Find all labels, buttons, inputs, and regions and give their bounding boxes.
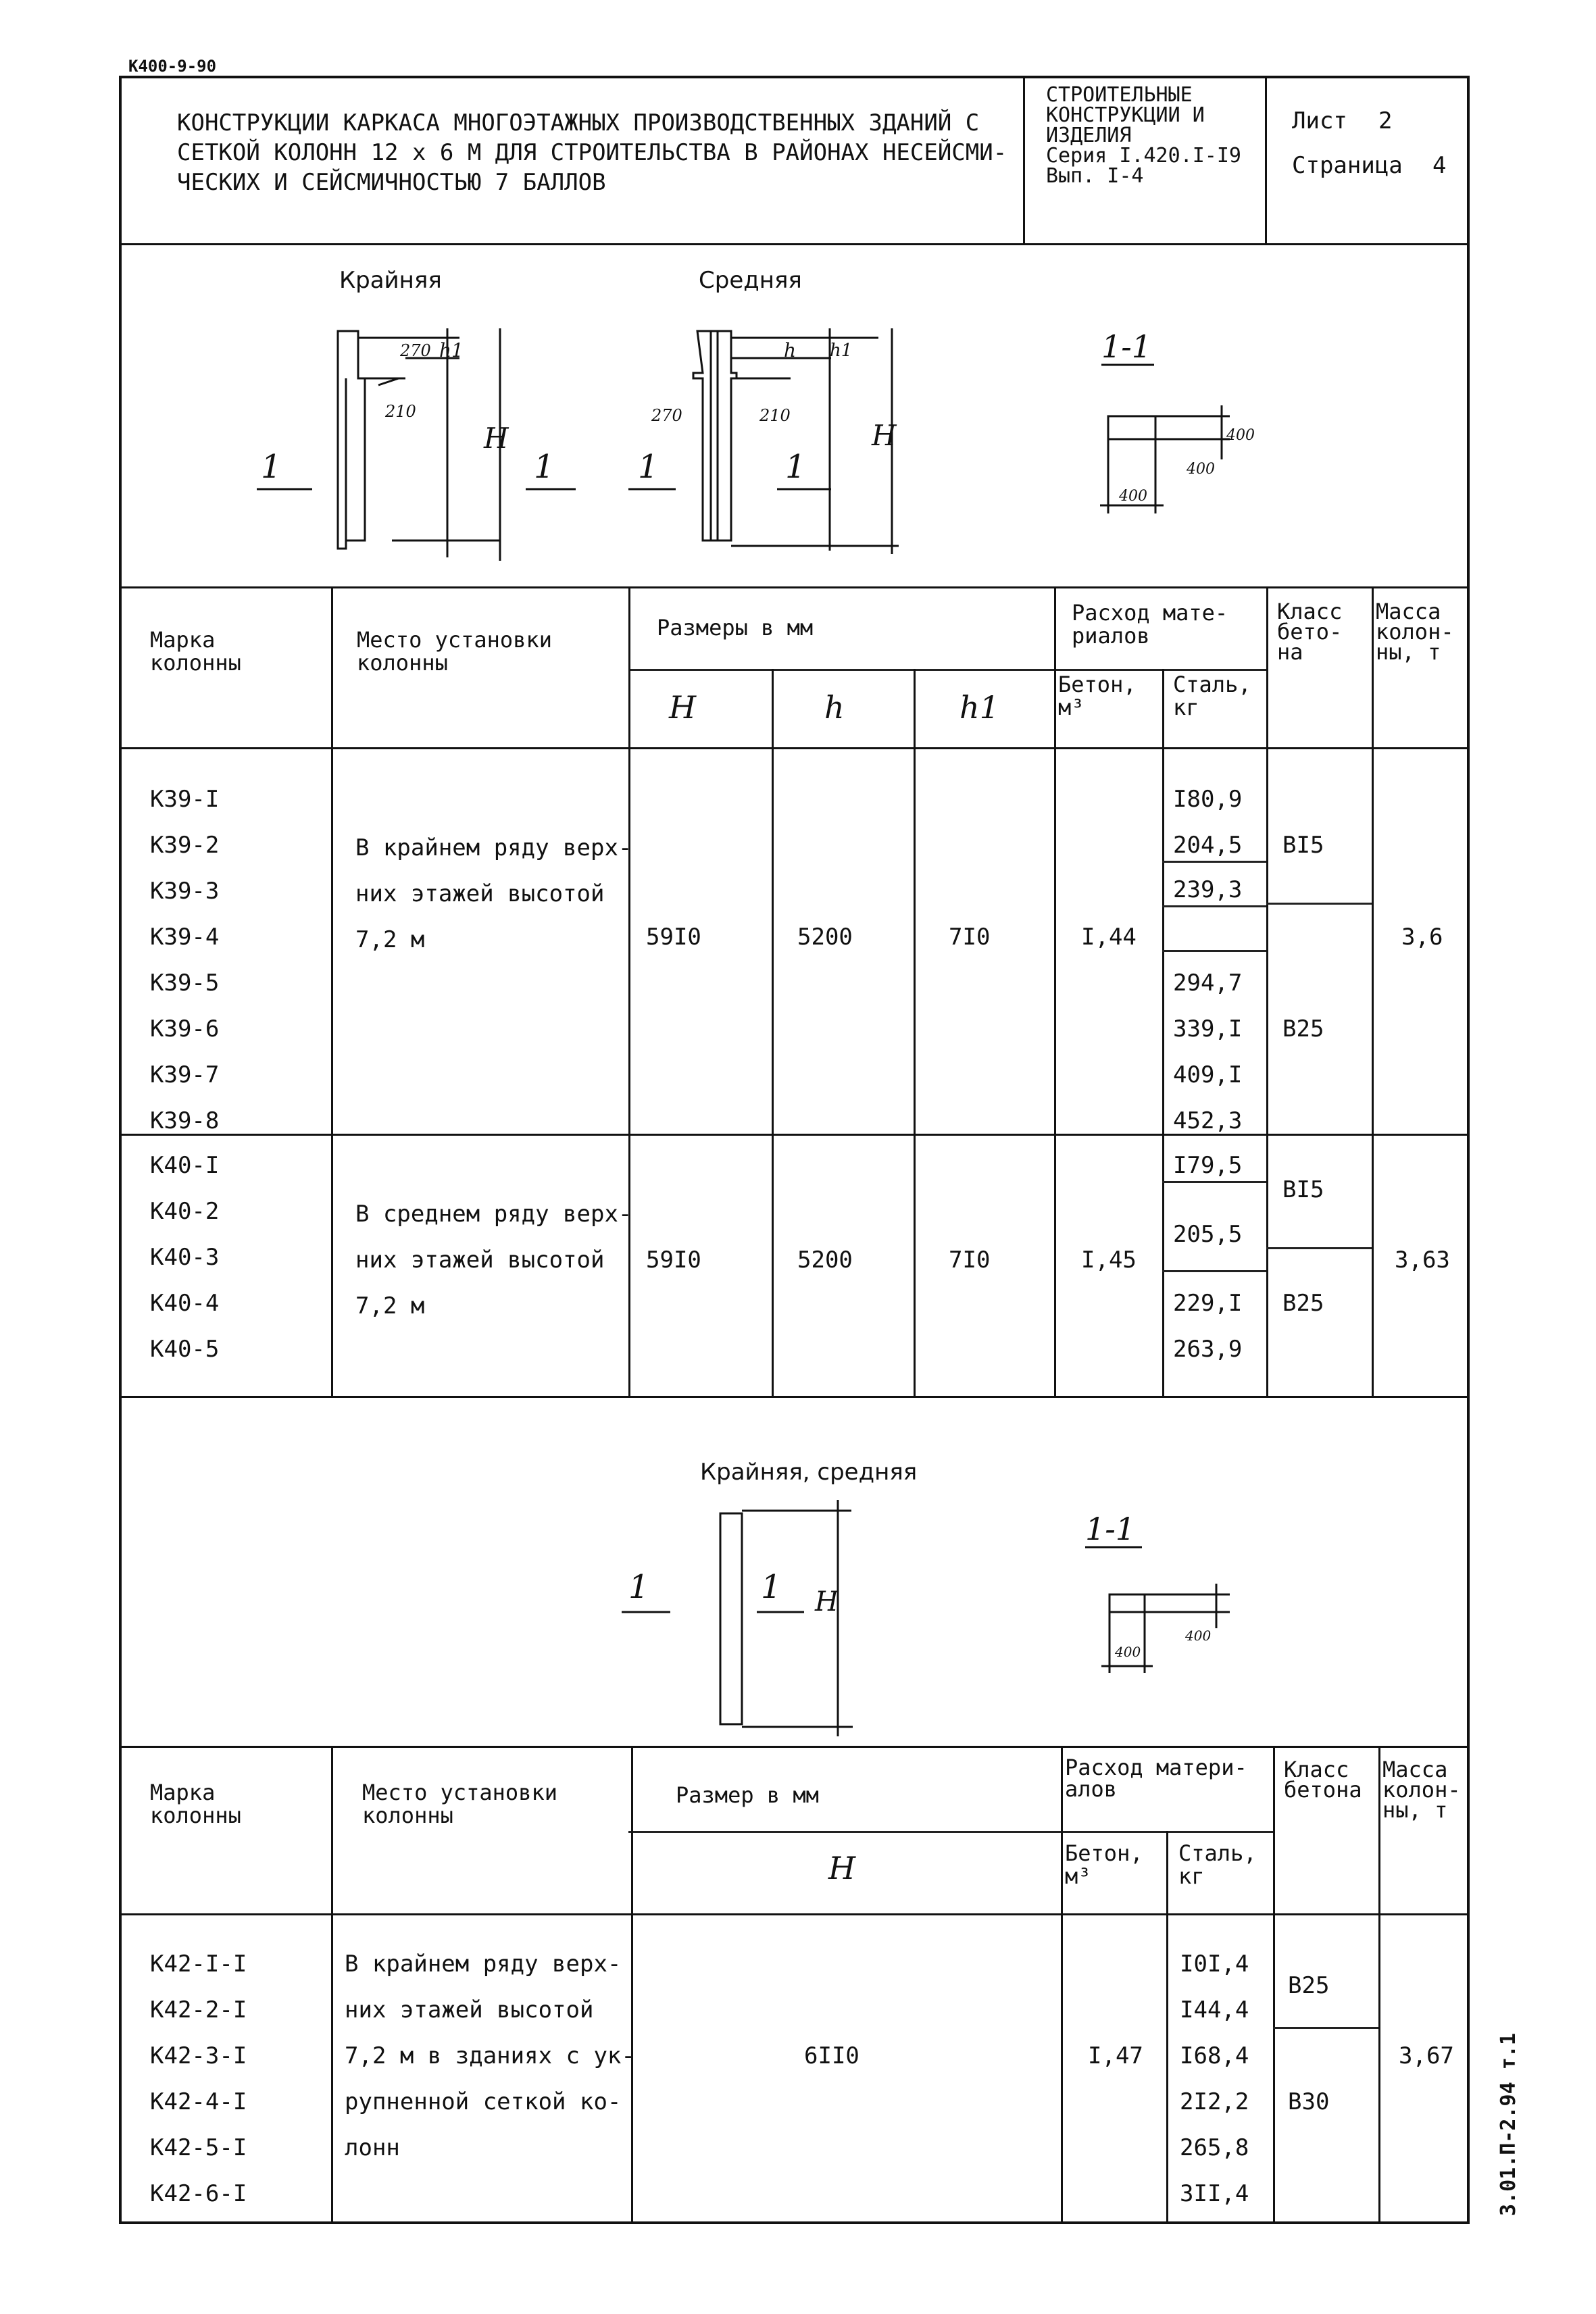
t1-mark-3: К39-3 [150, 878, 220, 905]
t2-header-concrete: Бетон, м³ [1065, 1840, 1143, 1889]
dim-section-400a: 400 [1187, 461, 1215, 478]
label-edge-column: Крайняя [339, 267, 442, 294]
t1-header-concrete: Бетон, м³ [1058, 672, 1137, 720]
t1-g1-concrete: I,44 [1081, 924, 1137, 951]
t1-col-1 [331, 586, 333, 1396]
t1-header-place: Место установки колонны [357, 627, 552, 676]
dim-middle-h1: h1 [830, 341, 853, 361]
t1-mark-9: К40-I [150, 1152, 220, 1179]
section-label-1-1: 1-1 [1101, 328, 1152, 365]
t2-header-size: Размер в мм [676, 1782, 819, 1808]
t1-g2-mass: 3,63 [1395, 1247, 1450, 1274]
t1-header-materials: Расход мате-риалов [1072, 600, 1228, 649]
t1-class-sep-2 [1266, 1247, 1372, 1249]
t1-place-1-line2: них этажей высотой [355, 880, 605, 907]
t1-g1-mass: 3,6 [1401, 924, 1443, 951]
t2-place-line5: лонн [345, 2134, 400, 2161]
t2-steel-1: I0I,4 [1180, 1951, 1249, 1978]
t1-g1-h1: 7I0 [949, 924, 991, 951]
t1-g1-steel-6: 339,I [1173, 1015, 1243, 1042]
t1-header-h: h [824, 689, 845, 726]
t1-steel-sep-2 [1162, 905, 1266, 907]
t2-place-line2: них этажей высотой [345, 1996, 594, 2023]
t2-col-5 [1273, 1746, 1275, 2224]
t2-concrete-value: I,47 [1088, 2042, 1143, 2069]
t1-g1-steel-7: 409,I [1173, 1061, 1243, 1088]
t1-g2-class-b: B25 [1282, 1290, 1324, 1317]
t1-g1-H: 59I0 [646, 924, 701, 951]
t1-place-1-line1: В крайнем ряду верх- [355, 834, 632, 861]
cut-mark-1a: 1 [261, 448, 282, 486]
t1-steel-sep-1 [1162, 861, 1266, 863]
t1-g2-H: 59I0 [646, 1247, 701, 1274]
t2-mass: 3,67 [1399, 2042, 1454, 2069]
t1-mark-5: К39-5 [150, 970, 220, 997]
side-code: 3.01.П-2.94 т.1 [1497, 2033, 1520, 2216]
t2-mark-2: К42-2-I [150, 1996, 247, 2023]
t1-place-1-line3: 7,2 м [355, 926, 425, 953]
t2-header-steel: Сталь, кг [1178, 1840, 1257, 1889]
t2-col-4 [1166, 1831, 1168, 2224]
t1-steel-sep-5 [1162, 1270, 1266, 1272]
t2-place-line3: 7,2 м в зданиях с ук- [345, 2042, 635, 2069]
t2-place-line4: рупненной сеткой ко- [345, 2088, 622, 2115]
t1-place-2-line1: В среднем ряду верх- [355, 1201, 632, 1228]
table1-bottom [119, 1396, 1470, 1398]
t1-g2-steel-3: 229,I [1173, 1290, 1243, 1317]
t1-g1-steel-1: I80,9 [1173, 786, 1243, 813]
t1-col-7 [1266, 586, 1268, 1396]
t2-class-a: B25 [1288, 1972, 1330, 1999]
t2-header-mark: Марка колонны [150, 1780, 241, 1828]
dim-middle-270: 270 [651, 406, 682, 425]
t1-g2-steel-1: I79,5 [1173, 1152, 1243, 1179]
t1-steel-sep-4 [1162, 1181, 1266, 1183]
k42-dim-400b: 400 [1185, 1628, 1212, 1644]
t1-g1-steel-2: 204,5 [1173, 832, 1243, 859]
cut-mark-1b: 1 [534, 448, 555, 486]
t2-steel-5: 265,8 [1180, 2134, 1249, 2161]
table2-header-bottom [119, 1913, 1470, 1915]
cut-mark-1d: 1 [785, 448, 806, 486]
dim-section-400b: 400 [1119, 488, 1147, 505]
t2-col-6 [1378, 1746, 1380, 2224]
t1-col-3 [772, 669, 774, 1396]
t2-H-value: 6II0 [804, 2042, 859, 2069]
document-code: К400-9-90 [128, 57, 217, 76]
t2-header-mass: Масса колон-ны, т [1382, 1757, 1461, 1823]
page-number: 4 [1432, 152, 1447, 179]
t2-mark-3: К42-3-I [150, 2042, 247, 2069]
t1-g1-steel-3: 239,3 [1173, 876, 1243, 903]
t1-mark-2: К39-2 [150, 832, 220, 859]
category-block: СТРОИТЕЛЬНЫЕ КОНСТРУКЦИИ И ИЗДЕЛИЯ Серия I.420.I-I9 Вып. I-4 [1046, 83, 1241, 188]
t1-header-class: Класс бето-на [1277, 599, 1343, 665]
t1-mark-13: К40-5 [150, 1336, 220, 1363]
t1-col-5 [1054, 586, 1056, 1396]
t1-g1-steel-8: 452,3 [1173, 1107, 1243, 1134]
t2-class-sep [1273, 2027, 1378, 2029]
t2-col-3 [1061, 1746, 1063, 2224]
label-edge-middle-column: Крайняя, средняя [700, 1459, 918, 1486]
t1-g2-h1: 7I0 [949, 1247, 991, 1274]
t2-steel-4: 2I2,2 [1180, 2088, 1249, 2115]
t2-mark-1: К42-I-I [150, 1951, 247, 1978]
dim-middle-h: h [784, 339, 797, 361]
t1-header-mass: Масса колон-ны, т [1376, 599, 1454, 665]
t2-mark-6: К42-6-I [150, 2180, 247, 2207]
t2-col-1 [331, 1746, 333, 2224]
dim-middle-210: 210 [759, 406, 791, 425]
t1-mark-1: К39-I [150, 786, 220, 813]
t1-g2-class-a: BI5 [1282, 1176, 1324, 1203]
sheet-label: Лист [1292, 107, 1347, 134]
t1-mark-10: К40-2 [150, 1198, 220, 1225]
k42-section-label: 1-1 [1085, 1511, 1136, 1547]
t2-steel-6: 3II,4 [1180, 2180, 1249, 2207]
t2-header-place: Место установки колонны [362, 1780, 557, 1828]
k42-cut-mark-b: 1 [761, 1568, 782, 1606]
t1-col-6 [1162, 669, 1164, 1396]
k42-cut-mark-a: 1 [628, 1568, 649, 1606]
t1-place-2-line3: 7,2 м [355, 1292, 425, 1319]
t1-col-8 [1372, 586, 1374, 1396]
dim-edge-210: 210 [385, 402, 416, 421]
dim-edge-h1: h1 [439, 339, 464, 361]
t1-header-H: H [669, 689, 697, 726]
t2-col-2 [631, 1746, 633, 2224]
t2-mark-5: К42-5-I [150, 2134, 247, 2161]
table2-top [119, 1746, 1470, 1748]
t1-g2-concrete: I,45 [1081, 1247, 1137, 1274]
t1-g1-steel-5: 294,7 [1173, 970, 1243, 997]
t1-header-sizes: Размеры в мм [657, 615, 814, 640]
table1-subheader-line [628, 669, 1267, 671]
t1-header-mark: Марка колонны [150, 627, 241, 676]
dim-edge-H: H [484, 422, 509, 455]
t1-g1-class-b: B25 [1282, 1015, 1324, 1042]
dim-edge-270: 270 [400, 341, 431, 360]
sheet-number: 2 [1378, 107, 1393, 134]
t2-header-class: Класс бетона [1284, 1757, 1362, 1803]
section-1-1-k42 [1085, 1547, 1230, 1673]
t1-header-steel: Сталь, кг [1173, 672, 1251, 720]
table2-subheader-line [628, 1831, 1274, 1833]
t2-place-line1: В крайнем ряду верх- [345, 1951, 622, 1978]
t1-g2-steel-2: 205,5 [1173, 1221, 1243, 1248]
t1-header-h1: h1 [959, 689, 999, 726]
t2-steel-2: I44,4 [1180, 1996, 1249, 2023]
dim-middle-H: H [872, 419, 897, 452]
t1-place-2-line2: них этажей высотой [355, 1247, 605, 1274]
t1-mark-6: К39-6 [150, 1015, 220, 1042]
t2-header-materials: Расход матери-алов [1065, 1755, 1247, 1802]
t2-class-b: B30 [1288, 2088, 1330, 2115]
t2-mark-4: К42-4-I [150, 2088, 247, 2115]
cut-mark-1c: 1 [638, 448, 659, 486]
t1-g2-h: 5200 [797, 1247, 853, 1274]
t1-g2-steel-4: 263,9 [1173, 1336, 1243, 1363]
t1-mark-11: К40-3 [150, 1244, 220, 1271]
t1-mark-12: К40-4 [150, 1290, 220, 1317]
t1-g1-h: 5200 [797, 924, 853, 951]
t1-mark-4: К39-4 [150, 924, 220, 951]
column-k42-outline [622, 1500, 853, 1736]
label-middle-column: Средняя [699, 267, 802, 294]
dim-section-400c: 400 [1226, 427, 1255, 444]
t1-mark-7: К39-7 [150, 1061, 220, 1088]
k42-dim-H: H [815, 1586, 839, 1617]
t1-mark-8: К39-8 [150, 1107, 220, 1134]
t1-col-4 [914, 669, 916, 1396]
t1-steel-sep-3 [1162, 950, 1266, 952]
t1-class-sep-1 [1266, 903, 1372, 905]
t1-col-2 [628, 586, 630, 1396]
document-title: КОНСТРУКЦИИ КАРКАСА МНОГОЭТАЖНЫХ ПРОИЗВОДСТВЕННЫХ ЗДАНИЙ С СЕТКОЙ КОЛОНН 12 х 6 М ДЛЯ СТРОИТЕЛЬСТВА В РАЙОНАХ НЕСЕЙСМИ- ЧЕСКИХ И СЕЙСМИЧНОСТЬЮ 7 БАЛЛОВ [177, 109, 1007, 196]
t2-steel-3: I68,4 [1180, 2042, 1249, 2069]
page-label: Страница [1292, 152, 1403, 179]
t2-header-H: H [828, 1850, 856, 1886]
k42-dim-400a: 400 [1115, 1644, 1141, 1660]
t1-g1-class-a: BI5 [1282, 832, 1324, 859]
